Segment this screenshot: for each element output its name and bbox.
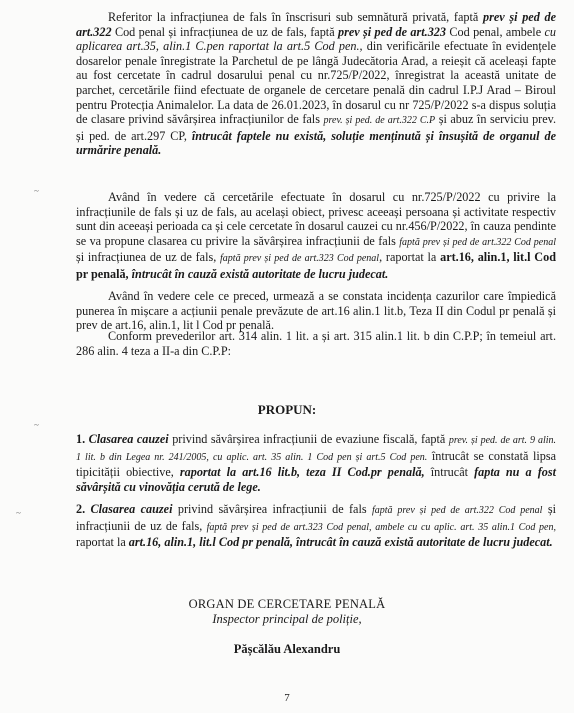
section-heading: PROPUN: [257, 402, 317, 417]
signature-role: Inspector principal de poliție, [212, 612, 362, 626]
paragraph-4: Conform prevederilor art. 314 alin. 1 lit. a și art. 315 alin.1 lit. b din C.P.P; în temeiul art. 286 alin. 4 teza a II-a din C.P.P: [76, 329, 556, 358]
margin-mark: ~ [34, 420, 39, 430]
proposal-item-1: 1. Clasarea cauzei privind săvârșirea infracțiunii de evaziune fiscală, faptă prev. și ped. de art. 9 alin. 1 lit. b din Legea nr. 241/2005, cu aplic. art. 35 alin. 1 Cod pen și art.5 Cod pen. întrucât se constată lipsa tipicității obiective, raportat la art.16 lit.b, teza II Cod.pr penală, întrucât fapta nu a fost săvârșită cu vinovăția cerută de lege. [76, 432, 557, 494]
paragraph-1: Referitor la infracțiunea de fals în înscrisuri sub semnătură privată, faptă prev și ped de art.322 Cod penal și infracțiunea de uz de fals, faptă prev și ped de art.323 Cod penal, ambele cu aplicarea art.35, alin.1 C.pen raportat la art.5 Cod pen., din verificările efectuate în evidențele dosarelor penale înregistrate la Parchetul de pe lângă Judecătoria Arad, a reieșit că aceleași fapte au fost cercetate în cadrul dosarului penal cu nr.725/P/2022, înregistrat la această unitate de parchet, cercetările fiind efectuate de organele de cercetare penală din cadrul I.P.J Arad – Biroul pentru Protecția Animalelor. La data de 26.01.2023, în dosarul cu nr 725/P/2022 s-a dispus soluția de clasare privind săvârșirea infracțiunilor de fals prev. și ped. de art.322 C.P și abuz în serviciu prev. și ped. de art.297 CP, întrucât faptele nu există, soluție menținută și însușită de organul de urmărire penală. [76, 10, 557, 158]
paragraph-2: Având în vedere că cercetările efectuate în dosarul cu nr.725/P/2022 cu privire la infracțiunile de fals și uz de fals, au același obiect, privesc aceeași persoana și activitate respectiv sunt din aceeași perioada ca și cele cercetate în dosarul cauzei cu nr.456/P/2022, în cauza pendinte se va propune clasarea cu privire la săvârșirea infracțiunii de fals faptă prev și ped de art.322 Cod penal și infracțiunea de uz de fals, faptă prev și ped de art.323 Cod penal, raportat la art.16, alin.1, lit.l Cod pr penală, întrucât în cauză există autoritate de lucru judecat. [76, 190, 556, 281]
signature-organ: ORGAN DE CERCETARE PENALĂ [188, 597, 386, 611]
signature-name: Pășcălău Alexandru [233, 642, 341, 656]
margin-mark: ~ [16, 508, 21, 518]
page-number: 7 [284, 692, 290, 704]
paragraph-3: Având în vedere cele ce preced, urmează a se constata incidența cazurilor care împiedică punerea în mișcare a acțiunii penale prevăzute de art.16 alin.1 lit.b, Teza II din Codul pr penală și prev de art.16, alin.1, lit l Cod pr penală. [76, 289, 556, 333]
margin-mark: ~ [34, 186, 39, 196]
proposal-item-2: 2. Clasarea cauzei privind săvârșirea infracțiunii de fals faptă prev și ped de art.322 Cod penal și infracțiunii de uz de fals, faptă prev și ped de art.323 Cod penal, ambele cu cu aplic. art. 35 alin.1 Cod pen, raportat la art.16, alin.1, lit.l Cod pr penală, întrucât în cauză există autoritate de lucru judecat. [76, 502, 556, 550]
